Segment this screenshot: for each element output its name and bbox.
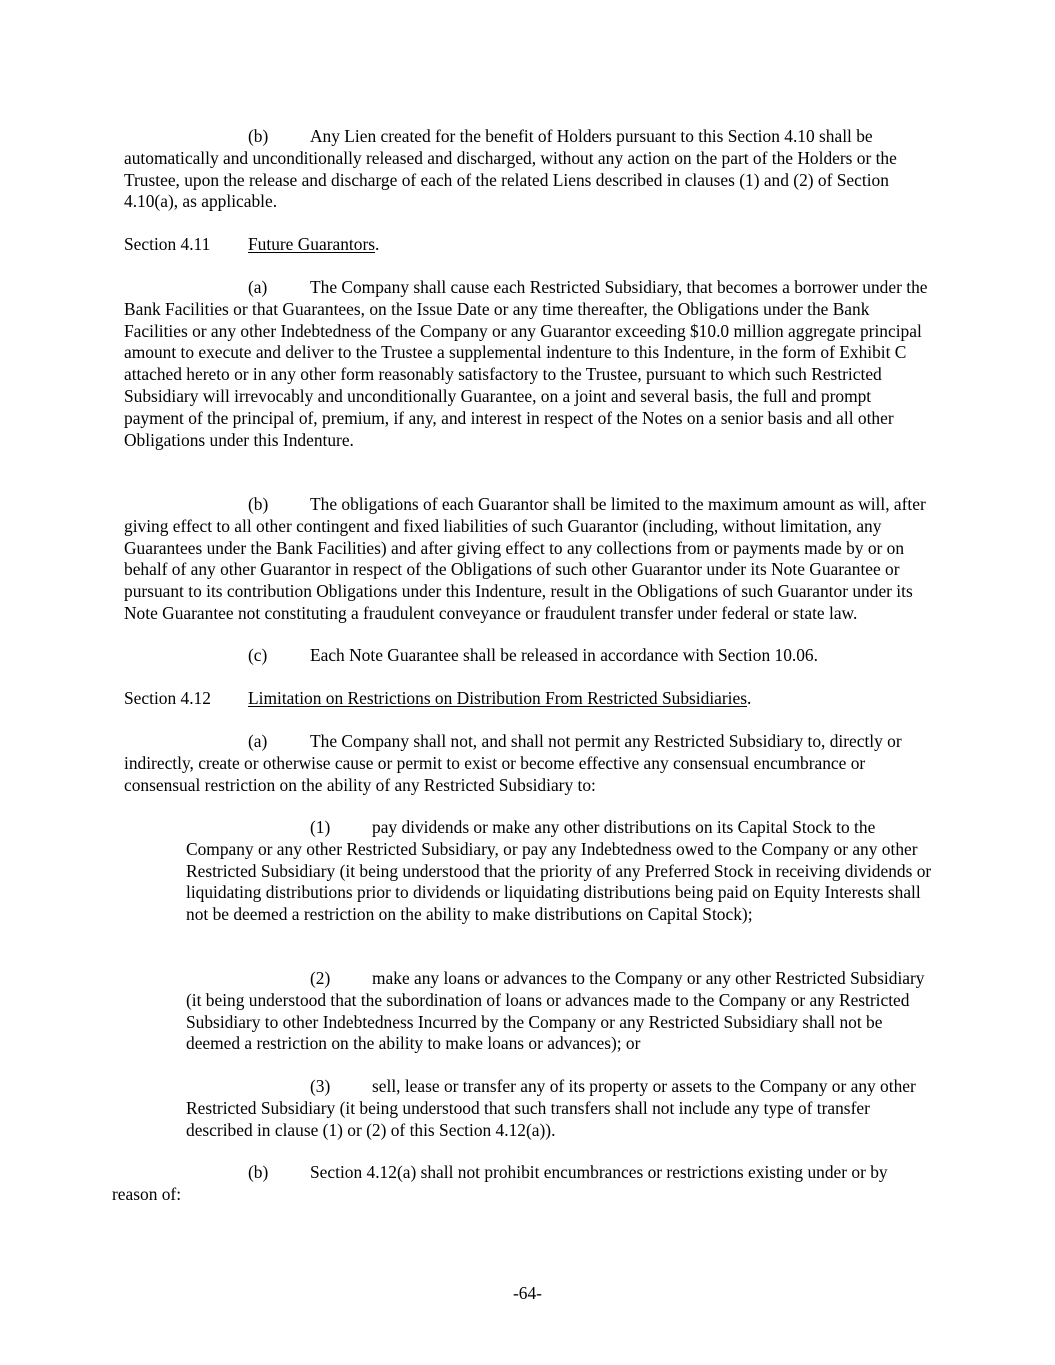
section-number: Section 4.12 xyxy=(124,688,211,708)
paragraph-text: The obligations of each Guarantor shall be limited to the maximum amount as will, after giving effect to all other contingent and fixed liabilities of such Guarantor (including, without limitation, any Guarantees under the Bank Facilities) and after giving effect to any collections from or payments made by or on behalf of any other Guarantor in respect of the Obligations of such other Guarantor under its Note Guarantee or pursuant to its contribution Obligations under this Indenture, result in the Obligations of such Guarantor under its Note Guarantee not constituting a fraudulent conveyance or fraudulent transfer under federal or state law. xyxy=(124,494,926,623)
clause-marker: (2) xyxy=(310,968,331,988)
section-title-period: . xyxy=(375,234,380,254)
paragraph-4-10-b xyxy=(124,126,934,213)
clause-marker: (1) xyxy=(310,817,331,837)
section-title-period: . xyxy=(746,688,752,708)
paragraph-text: Section 4.12(a) shall not prohibit encumbrances or restrictions existing under or by reason of: xyxy=(112,1162,888,1204)
clause-4-12-a-3 xyxy=(186,1076,934,1141)
clause-marker: (b) xyxy=(248,126,269,146)
section-title: Limitation on Restrictions on Distribution From Restricted Subsidiaries xyxy=(248,688,747,708)
clause-text: sell, lease or transfer any of its property or assets to the Company or any other Restricted Subsidiary (it being understood that such transfers shall not include any type of transfer described in clause (1) or (2) of this Section 4.12(a)). xyxy=(186,1076,916,1140)
paragraph-4-12-b xyxy=(112,1162,934,1206)
clause-marker: (c) xyxy=(248,645,268,665)
paragraph-4-11-a xyxy=(124,277,934,451)
page-number: -64- xyxy=(513,1283,542,1303)
paragraph-4-11-c xyxy=(124,645,934,667)
clause-4-12-a-2 xyxy=(186,968,934,1055)
paragraph-4-11-b xyxy=(124,494,934,625)
paragraph-text: The Company shall cause each Restricted Subsidiary, that becomes a borrower under the Bank Facilities or that Guarantees, on the Issue Date or any time thereafter, the Obligations under the Bank Facilities or any other Indebtedness of the Company or any Guarantor exceeding $10.0 million aggregate principal amount to execute and deliver to the Trustee a supplemental indenture to this Indenture, in the form of Exhibit C attached hereto or in any other form reasonably satisfactory to the Trustee, pursuant to which such Restricted Subsidiary will irrevocably and unconditionally Guarantee, on a joint and several basis, the full and prompt payment of the principal of, premium, if any, and interest in respect of the Notes on a senior basis and all other Obligations under this Indenture. xyxy=(124,277,928,450)
clause-text: make any loans or advances to the Company or any other Restricted Subsidiary (it being understood that the subordination of loans or advances made to the Company or any Restricted Subsidiary to other Indebtedness Incurred by the Company or any Restricted Subsidiary shall not be deemed a restriction on the ability to make loans or advances); or xyxy=(186,968,925,1054)
section-title: Future Guarantors xyxy=(248,234,376,254)
paragraph-4-12-a xyxy=(124,731,934,796)
paragraph-text: The Company shall not, and shall not permit any Restricted Subsidiary to, directly or indirectly, create or otherwise cause or permit to exist or become effective any consensual encumbrance or consensual restriction on the ability of any Restricted Subsidiary to: xyxy=(124,731,902,795)
section-number: Section 4.11 xyxy=(124,234,211,254)
clause-marker: (b) xyxy=(248,494,269,514)
clause-marker: (a) xyxy=(248,731,268,751)
section-heading-4-11 xyxy=(124,234,934,256)
clause-marker: (a) xyxy=(248,277,268,297)
clause-marker: (3) xyxy=(310,1076,331,1096)
clause-4-12-a-1 xyxy=(186,817,934,926)
paragraph-text: Each Note Guarantee shall be released in accordance with Section 10.06. xyxy=(310,645,818,665)
paragraph-text: Any Lien created for the benefit of Holders pursuant to this Section 4.10 shall be automatically and unconditionally released and discharged, without any action on the part of the Holders or the Trustee, upon the release and discharge of each of the related Liens described in clauses (1) and (2) of Section 4.10(a), as applicable. xyxy=(124,126,897,212)
section-heading-4-12 xyxy=(124,688,934,710)
clause-text: pay dividends or make any other distributions on its Capital Stock to the Company or any other Restricted Subsidiary, or pay any Indebtedness owed to the Company or any other Restricted Subsidiary (it being understood that the priority of any Preferred Stock in receiving dividends or liquidating distributions prior to dividends or liquidating distributions being paid on Equity Interests shall not be deemed a restriction on the ability to make distributions on Capital Stock); xyxy=(186,817,932,925)
clause-marker: (b) xyxy=(248,1162,269,1182)
